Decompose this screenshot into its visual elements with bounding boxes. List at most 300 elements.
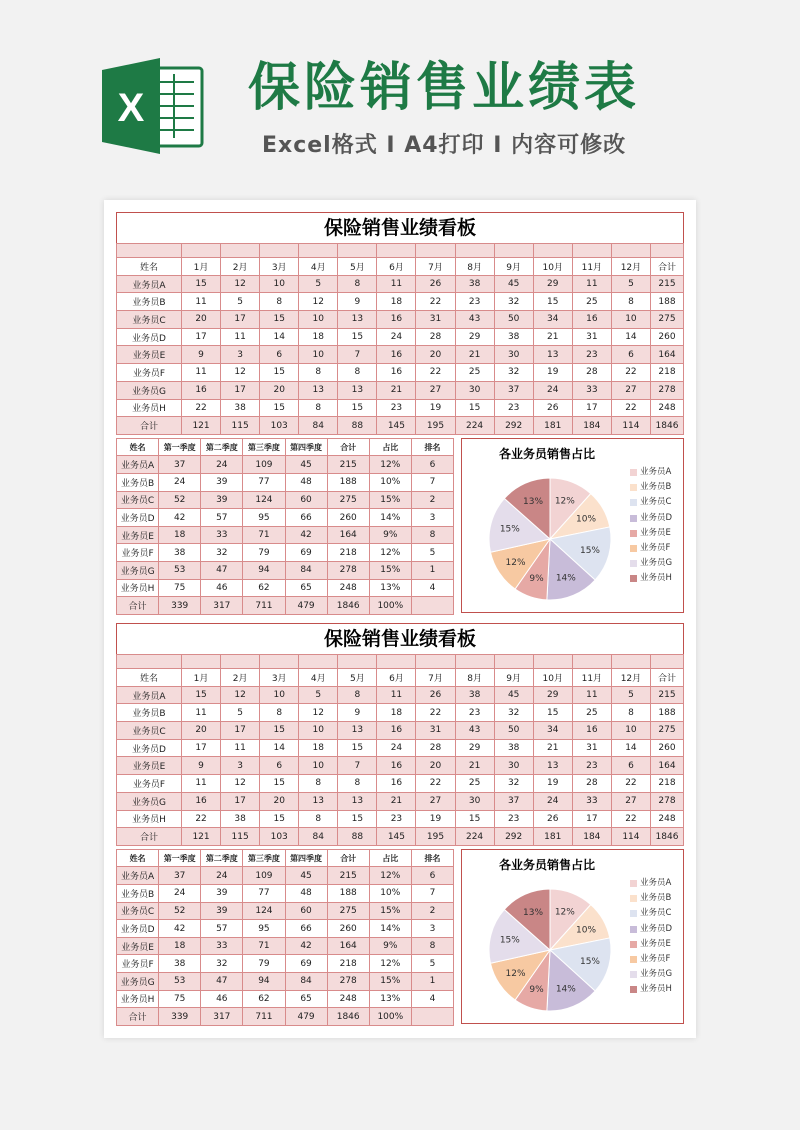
table-row xyxy=(117,399,684,417)
table-cell: 6 xyxy=(611,757,650,775)
spacer-cell xyxy=(572,244,611,258)
table-cell: 30 xyxy=(494,757,533,775)
table-cell: 37 xyxy=(159,456,201,474)
table-cell: 60 xyxy=(285,491,327,509)
table-cell: 10 xyxy=(611,311,650,329)
table-cell: 6 xyxy=(611,346,650,364)
excel-icon xyxy=(100,58,208,154)
table-cell: 23 xyxy=(572,757,611,775)
column-header: 第三季度 xyxy=(243,438,285,456)
spacer-cell xyxy=(533,655,572,669)
table-cell: 9 xyxy=(182,346,221,364)
slice-label: 15% xyxy=(579,956,600,967)
legend-item xyxy=(630,526,672,541)
table-cell: 215 xyxy=(651,275,684,293)
slice-label: 10% xyxy=(576,925,597,936)
excel-logo xyxy=(100,58,208,154)
table-cell: 15 xyxy=(455,399,494,417)
legend-swatch xyxy=(630,941,637,948)
table-cell: 94 xyxy=(243,562,285,580)
table-cell: 19 xyxy=(533,364,572,382)
column-header: 7月 xyxy=(416,669,455,687)
table-row xyxy=(117,885,454,903)
table-cell: 53 xyxy=(159,562,201,580)
spacer-cell xyxy=(299,244,338,258)
legend-swatch xyxy=(630,545,637,552)
table-cell: 23 xyxy=(455,704,494,722)
legend-item xyxy=(630,480,672,495)
table-cell: 145 xyxy=(377,417,416,435)
table-cell: 23 xyxy=(494,399,533,417)
table-cell: 9% xyxy=(369,937,411,955)
table-cell: 115 xyxy=(221,417,260,435)
table-cell: 业务员B xyxy=(117,293,182,311)
table-cell: 15% xyxy=(369,973,411,991)
slice-label: 15% xyxy=(499,935,520,946)
legend-swatch xyxy=(630,926,637,933)
table-cell: 业务员E xyxy=(117,346,182,364)
table-cell: 95 xyxy=(243,509,285,527)
spacer-row xyxy=(117,655,684,669)
table-row xyxy=(117,526,454,544)
table-cell: 22 xyxy=(182,810,221,828)
table-cell: 38 xyxy=(221,399,260,417)
table-cell: 37 xyxy=(159,867,201,885)
column-header: 1月 xyxy=(182,258,221,276)
table-cell: 38 xyxy=(159,955,201,973)
legend-item xyxy=(630,556,672,571)
table-cell: 188 xyxy=(651,293,684,311)
table-cell: 15% xyxy=(369,491,411,509)
table-cell: 8 xyxy=(338,275,377,293)
table-cell: 5 xyxy=(221,293,260,311)
table-cell: 10 xyxy=(299,722,338,740)
table-cell: 17 xyxy=(182,328,221,346)
table-cell: 69 xyxy=(285,955,327,973)
table-cell: 24 xyxy=(533,381,572,399)
table-cell: 278 xyxy=(327,562,369,580)
slice-label: 9% xyxy=(529,574,544,585)
table-cell: 62 xyxy=(243,579,285,597)
table-cell: 22 xyxy=(416,775,455,793)
column-header: 姓名 xyxy=(117,258,182,276)
spacer-cell xyxy=(221,244,260,258)
table-cell: 29 xyxy=(455,328,494,346)
table-cell: 292 xyxy=(494,828,533,846)
table-cell: 52 xyxy=(159,491,201,509)
table-cell: 业务员B xyxy=(117,885,159,903)
table-cell: 79 xyxy=(243,955,285,973)
table-cell: 13 xyxy=(533,346,572,364)
table-cell: 业务员D xyxy=(117,328,182,346)
table-cell: 26 xyxy=(533,810,572,828)
column-header: 8月 xyxy=(455,669,494,687)
table-cell: 合计 xyxy=(117,597,159,615)
column-header: 合计 xyxy=(327,849,369,867)
table-cell: 14 xyxy=(611,328,650,346)
table-cell: 39 xyxy=(201,474,243,492)
table-cell: 6 xyxy=(411,456,453,474)
table-cell: 30 xyxy=(494,346,533,364)
table-cell: 24 xyxy=(377,739,416,757)
table-cell: 业务员D xyxy=(117,920,159,938)
table-cell: 15 xyxy=(533,293,572,311)
table-cell: 6 xyxy=(411,867,453,885)
table-cell: 12 xyxy=(221,775,260,793)
slice-label: 10% xyxy=(576,514,597,525)
table-cell: 29 xyxy=(533,275,572,293)
legend-item xyxy=(630,465,672,480)
table-cell: 18 xyxy=(299,739,338,757)
table-cell: 103 xyxy=(260,828,299,846)
spacer-cell xyxy=(651,655,684,669)
table-cell: 69 xyxy=(285,544,327,562)
table-cell: 5 xyxy=(411,955,453,973)
table-cell: 42 xyxy=(285,526,327,544)
table-cell: 188 xyxy=(327,885,369,903)
table-cell: 15 xyxy=(182,686,221,704)
table-row xyxy=(117,937,454,955)
column-header: 合计 xyxy=(651,669,684,687)
slice-label: 13% xyxy=(523,497,544,508)
table-cell: 195 xyxy=(416,417,455,435)
column-header: 12月 xyxy=(611,258,650,276)
total-row xyxy=(117,417,684,435)
table-cell: 47 xyxy=(201,562,243,580)
table-cell: 业务员G xyxy=(117,562,159,580)
spacer-cell xyxy=(117,244,182,258)
slice-label: 15% xyxy=(579,545,600,556)
table-cell: 业务员C xyxy=(117,491,159,509)
table-cell: 43 xyxy=(455,311,494,329)
table-cell: 7 xyxy=(338,757,377,775)
table-cell: 21 xyxy=(533,328,572,346)
table-cell: 88 xyxy=(338,828,377,846)
column-header: 第三季度 xyxy=(243,849,285,867)
table-cell: 5 xyxy=(299,686,338,704)
table-cell: 38 xyxy=(455,275,494,293)
table-row xyxy=(117,275,684,293)
table-cell xyxy=(411,1008,453,1026)
legend-label: 业务员B xyxy=(640,893,672,904)
legend-item xyxy=(630,571,672,586)
table-cell: 32 xyxy=(494,364,533,382)
table-cell: 28 xyxy=(416,739,455,757)
dashboard-panel-1 xyxy=(116,212,684,613)
table-cell: 28 xyxy=(416,328,455,346)
table-cell: 10% xyxy=(369,885,411,903)
spacer-cell xyxy=(377,244,416,258)
spacer-cell xyxy=(611,244,650,258)
table-cell: 15% xyxy=(369,902,411,920)
table-cell: 24 xyxy=(377,328,416,346)
table-row xyxy=(117,364,684,382)
table-cell: 15 xyxy=(338,739,377,757)
table-cell: 260 xyxy=(651,739,684,757)
table-cell: 13% xyxy=(369,990,411,1008)
table-cell: 17 xyxy=(221,311,260,329)
legend-label: 业务员H xyxy=(640,573,672,584)
table-cell: 25 xyxy=(455,364,494,382)
table-cell: 57 xyxy=(201,509,243,527)
table-cell: 46 xyxy=(201,579,243,597)
page-title: 保险销售业绩表 xyxy=(248,58,641,118)
table-cell: 15 xyxy=(533,704,572,722)
table-row xyxy=(117,739,684,757)
legend-swatch xyxy=(630,895,637,902)
table-cell: 34 xyxy=(533,311,572,329)
slice-label: 12% xyxy=(505,557,526,568)
table-cell: 12 xyxy=(221,275,260,293)
table-cell: 45 xyxy=(494,275,533,293)
legend-item xyxy=(630,982,672,997)
table-cell: 业务员A xyxy=(117,456,159,474)
table-cell: 27 xyxy=(416,381,455,399)
column-header: 5月 xyxy=(338,669,377,687)
column-header: 11月 xyxy=(572,258,611,276)
table-cell: 317 xyxy=(201,1008,243,1026)
column-header: 第一季度 xyxy=(159,438,201,456)
table-cell: 15 xyxy=(260,775,299,793)
table-cell: 22 xyxy=(416,364,455,382)
table-row xyxy=(117,346,684,364)
table-cell: 业务员A xyxy=(117,867,159,885)
table-cell: 224 xyxy=(455,417,494,435)
table-cell: 合计 xyxy=(117,1008,159,1026)
spacer-cell xyxy=(377,655,416,669)
spacer-cell xyxy=(182,655,221,669)
table-cell: 224 xyxy=(455,828,494,846)
table-cell: 275 xyxy=(327,491,369,509)
table-cell: 260 xyxy=(651,328,684,346)
table-cell: 23 xyxy=(377,810,416,828)
table-cell: 17 xyxy=(572,810,611,828)
spacer-cell xyxy=(182,244,221,258)
table-cell: 1 xyxy=(411,973,453,991)
column-header: 12月 xyxy=(611,669,650,687)
legend-swatch xyxy=(630,469,637,476)
quarterly-sales-table xyxy=(116,438,454,615)
table-cell: 16 xyxy=(377,775,416,793)
table-cell: 19 xyxy=(416,810,455,828)
table-cell: 11 xyxy=(572,275,611,293)
table-cell: 10 xyxy=(299,346,338,364)
table-cell: 164 xyxy=(327,526,369,544)
table-cell: 103 xyxy=(260,417,299,435)
table-cell: 16 xyxy=(377,364,416,382)
table-cell: 17 xyxy=(182,739,221,757)
table-cell: 29 xyxy=(455,739,494,757)
table-cell: 84 xyxy=(285,973,327,991)
legend-item xyxy=(630,906,672,921)
slice-label: 12% xyxy=(554,907,575,918)
spacer-cell xyxy=(117,655,182,669)
table-cell: 65 xyxy=(285,990,327,1008)
table-cell: 31 xyxy=(416,311,455,329)
legend-swatch xyxy=(630,971,637,978)
table-cell: 8 xyxy=(338,775,377,793)
table-cell: 5 xyxy=(221,704,260,722)
table-cell: 23 xyxy=(572,346,611,364)
table-cell: 215 xyxy=(327,867,369,885)
table-cell: 业务员B xyxy=(117,474,159,492)
table-cell: 11 xyxy=(221,328,260,346)
total-row xyxy=(117,597,454,615)
table-row xyxy=(117,973,454,991)
table-cell: 8 xyxy=(299,810,338,828)
legend-label: 业务员A xyxy=(640,877,672,888)
table-cell: 25 xyxy=(455,775,494,793)
table-row xyxy=(117,686,684,704)
table-cell: 34 xyxy=(533,722,572,740)
legend-swatch xyxy=(630,484,637,491)
spacer-cell xyxy=(260,655,299,669)
column-header: 第二季度 xyxy=(201,438,243,456)
table-cell: 218 xyxy=(651,775,684,793)
table-cell: 业务员D xyxy=(117,739,182,757)
table-cell: 260 xyxy=(327,920,369,938)
table-row xyxy=(117,757,684,775)
table-cell: 8 xyxy=(611,293,650,311)
table-cell: 124 xyxy=(243,491,285,509)
table-cell: 12% xyxy=(369,867,411,885)
table-cell: 20 xyxy=(182,311,221,329)
table-cell: 32 xyxy=(494,704,533,722)
table-cell: 25 xyxy=(572,293,611,311)
table-row xyxy=(117,579,454,597)
table-cell: 114 xyxy=(611,417,650,435)
table-cell: 84 xyxy=(299,828,338,846)
column-header: 排名 xyxy=(411,438,453,456)
table-cell: 124 xyxy=(243,902,285,920)
table-cell: 47 xyxy=(201,973,243,991)
table-cell: 15 xyxy=(260,399,299,417)
table-cell: 业务员F xyxy=(117,775,182,793)
table-cell: 18 xyxy=(377,293,416,311)
table-cell: 39 xyxy=(201,491,243,509)
table-cell: 20 xyxy=(260,792,299,810)
table-cell: 31 xyxy=(572,328,611,346)
column-header: 6月 xyxy=(377,258,416,276)
table-cell: 278 xyxy=(651,381,684,399)
table-cell: 218 xyxy=(651,364,684,382)
table-cell: 15 xyxy=(260,722,299,740)
table-cell: 71 xyxy=(243,937,285,955)
table-cell: 479 xyxy=(285,1008,327,1026)
monthly-sales-table xyxy=(116,654,684,846)
table-cell: 7 xyxy=(411,474,453,492)
table-cell: 10% xyxy=(369,474,411,492)
table-cell: 13 xyxy=(533,757,572,775)
legend-swatch xyxy=(630,575,637,582)
table-cell: 21 xyxy=(377,381,416,399)
table-cell: 7 xyxy=(411,885,453,903)
table-cell: 业务员F xyxy=(117,955,159,973)
table-cell: 18 xyxy=(299,328,338,346)
table-cell: 13 xyxy=(338,311,377,329)
table-cell: 121 xyxy=(182,417,221,435)
table-cell: 29 xyxy=(533,686,572,704)
column-header: 8月 xyxy=(455,258,494,276)
table-cell: 16 xyxy=(377,346,416,364)
table-cell: 71 xyxy=(243,526,285,544)
table-cell: 业务员H xyxy=(117,579,159,597)
table-cell: 317 xyxy=(201,597,243,615)
table-cell: 8 xyxy=(338,686,377,704)
table-cell: 18 xyxy=(377,704,416,722)
table-cell: 10 xyxy=(611,722,650,740)
table-cell: 48 xyxy=(285,474,327,492)
legend-item xyxy=(630,967,672,982)
spacer-cell xyxy=(221,655,260,669)
table-cell: 66 xyxy=(285,920,327,938)
table-row xyxy=(117,902,454,920)
legend-swatch xyxy=(630,956,637,963)
table-cell: 77 xyxy=(243,474,285,492)
table-row xyxy=(117,792,684,810)
table-cell: 8 xyxy=(411,526,453,544)
table-cell: 业务员G xyxy=(117,381,182,399)
table-cell: 5 xyxy=(411,544,453,562)
table-cell: 20 xyxy=(416,346,455,364)
column-header: 6月 xyxy=(377,669,416,687)
table-cell: 164 xyxy=(327,937,369,955)
table-cell: 60 xyxy=(285,902,327,920)
table-cell: 28 xyxy=(572,364,611,382)
chart-legend xyxy=(630,465,672,587)
table-cell: 20 xyxy=(182,722,221,740)
table-cell: 37 xyxy=(494,792,533,810)
table-cell: 12 xyxy=(299,293,338,311)
table-cell: 31 xyxy=(572,739,611,757)
table-cell: 业务员E xyxy=(117,937,159,955)
table-cell: 3 xyxy=(221,757,260,775)
table-cell: 13 xyxy=(338,381,377,399)
table-cell: 20 xyxy=(416,757,455,775)
header-row xyxy=(117,438,454,456)
legend-item xyxy=(630,891,672,906)
table-cell: 24 xyxy=(533,792,572,810)
table-cell: 11 xyxy=(182,775,221,793)
column-header: 1月 xyxy=(182,669,221,687)
table-row xyxy=(117,491,454,509)
table-cell: 1846 xyxy=(651,828,684,846)
table-cell: 50 xyxy=(494,311,533,329)
spacer-cell xyxy=(494,244,533,258)
table-cell: 75 xyxy=(159,990,201,1008)
table-cell: 45 xyxy=(494,686,533,704)
column-header: 占比 xyxy=(369,438,411,456)
total-row xyxy=(117,1008,454,1026)
table-cell: 17 xyxy=(221,792,260,810)
table-cell: 15 xyxy=(260,364,299,382)
legend-label: 业务员G xyxy=(640,558,673,569)
table-cell: 13 xyxy=(299,792,338,810)
table-cell: 26 xyxy=(533,399,572,417)
column-header: 第一季度 xyxy=(159,849,201,867)
table-cell: 100% xyxy=(369,597,411,615)
legend-swatch xyxy=(630,880,637,887)
table-cell: 19 xyxy=(533,775,572,793)
dashboard-panel-2 xyxy=(116,623,684,1024)
table-cell: 10 xyxy=(260,686,299,704)
table-cell: 164 xyxy=(651,757,684,775)
table-cell: 121 xyxy=(182,828,221,846)
spacer-cell xyxy=(416,655,455,669)
table-cell: 164 xyxy=(651,346,684,364)
pie-chart-panel xyxy=(461,438,684,613)
table-cell: 114 xyxy=(611,828,650,846)
